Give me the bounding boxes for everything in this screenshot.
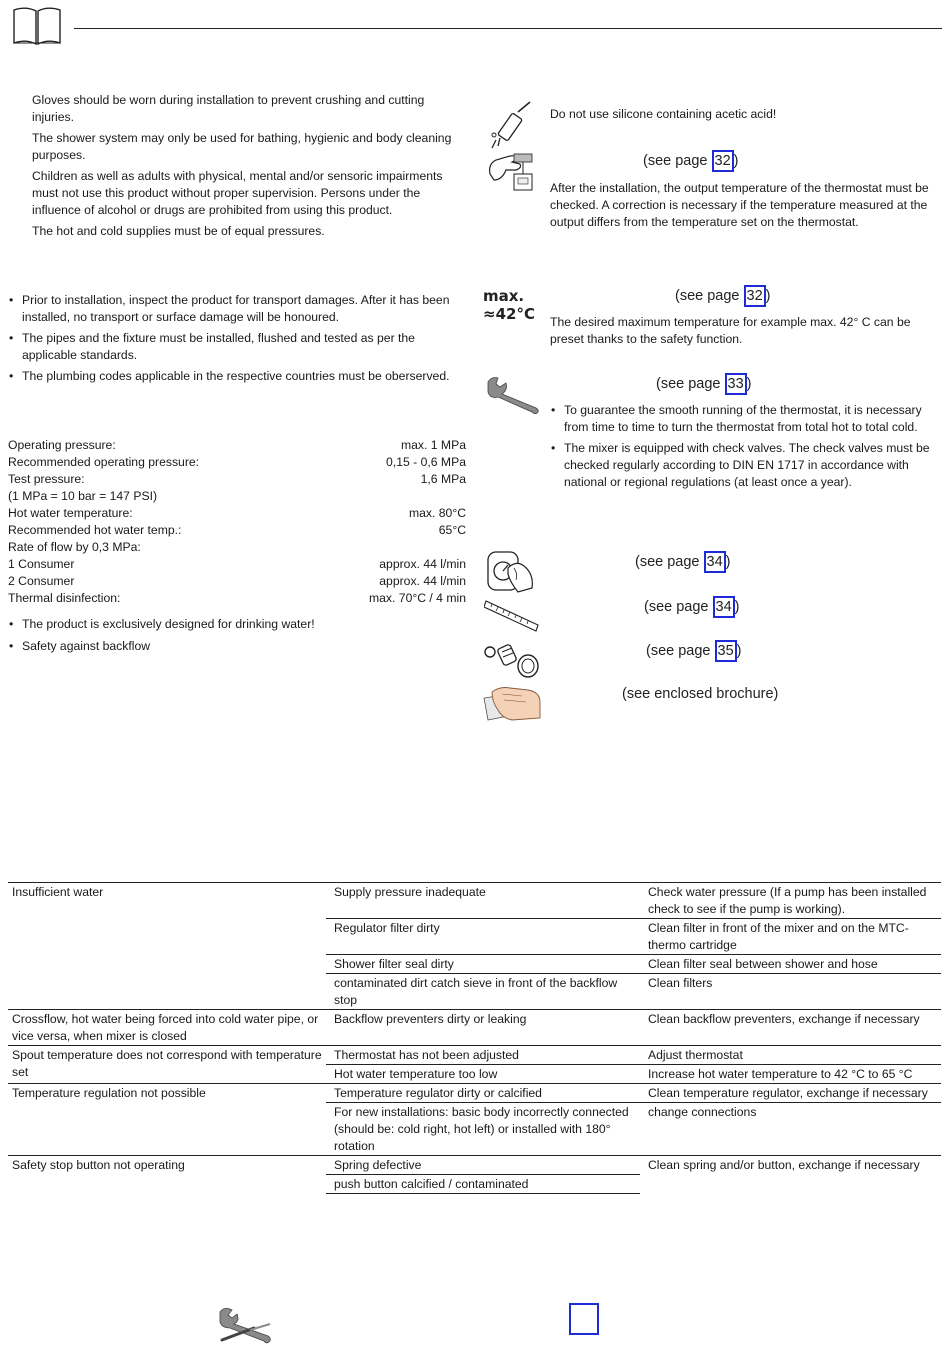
remedy-cell: Clean backflow preventers, exchange if necessary [640, 1010, 941, 1046]
table-row [8, 1156, 941, 1175]
page-link-35[interactable]: 35 [715, 640, 737, 662]
technical-data [8, 437, 466, 607]
tech-label: Hot water temperature: [8, 506, 133, 520]
max-temp-line2: ≈42°C [483, 305, 535, 323]
safety-notes [32, 92, 462, 244]
cause-cell: Hot water temperature too low [326, 1065, 640, 1084]
tech-row [8, 556, 466, 573]
tech-label: Rate of flow by 0,3 MPa: [8, 540, 141, 554]
fault-cell: Insufficient water [8, 883, 326, 1010]
tech-value: 0,15 - 0,6 MPa [386, 455, 466, 469]
limit-reference: (see page 32 ) [675, 285, 771, 307]
cause-cell: Backflow preventers dirty or leaking [326, 1010, 640, 1046]
tech-label: 1 Consumer [8, 557, 75, 571]
installation-notes [8, 292, 468, 389]
tech-row [8, 522, 466, 539]
tools-icon [214, 1306, 274, 1348]
tech-value: approx. 44 l/min [379, 557, 466, 571]
tech-value: approx. 44 l/min [379, 574, 466, 588]
tech-value: max. 70°C / 4 min [369, 591, 466, 605]
cause-cell: Temperature regulator dirty or calcified [326, 1084, 640, 1103]
cleaning-reference: (see enclosed brochure) [622, 686, 779, 702]
cause-cell: For new installations: basic body incorrectly connected (should be: cold right, hot left) or installed with 180° rotation [326, 1103, 640, 1156]
page-number-box[interactable] [569, 1303, 599, 1335]
fault-cell: Safety stop button not operating [8, 1156, 326, 1194]
technical-extra-item: • The product is exclusively designed for drinking water! [8, 616, 468, 633]
cause-cell: Spring defective [326, 1156, 640, 1175]
troubleshooting-table [8, 882, 941, 1194]
tech-value: max. 80°C [408, 506, 466, 520]
tech-row [8, 488, 466, 505]
table-row [8, 1046, 941, 1065]
tech-row [8, 454, 466, 471]
adjust-text: After the installation, the output temperature of the thermostat must be checked. A correction is necessary if the temperature measured at the output differs from the temperature set on the thermostat. [550, 181, 929, 229]
tech-value: 65°C [438, 523, 466, 537]
tech-value: max. 1 MPa [400, 438, 466, 452]
max-temp-icon [483, 287, 545, 323]
dimensions-reference: (see page 34 ) [644, 596, 740, 618]
page-link-33[interactable]: 33 [725, 373, 747, 395]
safety-note: The shower system may only be used for bathing, hygienic and body cleaning purposes. [32, 131, 452, 162]
page-link-32[interactable]: 32 [712, 150, 734, 172]
table-row [8, 1010, 941, 1046]
remedy-cell: change connections [640, 1103, 941, 1156]
tech-label: (1 MPa = 10 bar = 147 PSI) [8, 489, 158, 503]
fault-cell: Spout temperature does not correspond with temperature set [8, 1046, 326, 1084]
parts-reference: (see page 35 ) [646, 640, 742, 662]
maintenance-note: • The mixer is equipped with check valves. The check valves must be checked regularly according to DIN EN 1717 in accordance with national or regional regulations (at least once a year). [550, 440, 930, 491]
remedy-cell: Clean spring and/or button, exchange if necessary [640, 1156, 941, 1194]
installation-note: • Prior to installation, inspect the product for transport damages. After it has been installed, no transport or surface damage will be honoured. [8, 292, 468, 326]
cause-cell: Supply pressure inadequate [326, 883, 640, 919]
remedy-cell: Clean filter in front of the mixer and on the MTC-thermo cartridge [640, 919, 941, 955]
tech-label: Thermal disinfection: [8, 591, 121, 605]
fault-cell: Temperature regulation not possible [8, 1084, 326, 1156]
adjust-reference: (see page 32 ) [643, 150, 739, 172]
technical-extra-item: • Safety against backflow [8, 638, 468, 655]
safety-note: Gloves should be worn during installation to prevent crushing and cutting injuries. [32, 93, 425, 124]
tech-row [8, 539, 466, 556]
max-temp-line1: max. [483, 287, 525, 305]
page-link-34[interactable]: 34 [713, 596, 735, 618]
tech-label: Test pressure: [8, 472, 85, 486]
silicone-warning: Do not use silicone containing acetic acid! [550, 107, 777, 121]
cause-cell: contaminated dirt catch sieve in front of the backflow stop [326, 974, 640, 1010]
caulk-gun-icon [488, 100, 538, 150]
maintenance-notes [550, 402, 930, 495]
remedy-cell: Increase hot water temperature to 42 °C to 65 °C [640, 1065, 941, 1084]
cause-cell: Thermostat has not been adjusted [326, 1046, 640, 1065]
cleaning-hand-icon [482, 684, 544, 722]
tech-row [8, 505, 466, 522]
spare-parts-icon [482, 640, 542, 680]
remedy-cell: Clean filters [640, 974, 941, 1010]
tech-row [8, 471, 466, 488]
tech-row [8, 573, 466, 590]
table-row [8, 883, 941, 919]
maintenance-reference: (see page 33 ) [656, 373, 752, 395]
tech-row [8, 437, 466, 454]
remedy-cell: Adjust thermostat [640, 1046, 941, 1065]
remedy-cell: Check water pressure (If a pump has been installed check to see if the pump is working). [640, 883, 941, 919]
safety-note: Children as well as adults with physical, mental and/or sensoric impairments must not use this product without proper supervision. Persons under the influence of alcohol or drugs are prohibited from using this product. [32, 169, 443, 217]
remedy-cell: Clean filter seal between shower and hose [640, 955, 941, 974]
technical-extra [8, 616, 468, 659]
tech-label: Recommended hot water temp.: [8, 523, 182, 537]
cause-cell: push button calcified / contaminated [326, 1175, 640, 1194]
book-icon [12, 6, 62, 46]
cause-cell: Shower filter seal dirty [326, 955, 640, 974]
dial-hand-icon [486, 548, 536, 594]
operation-reference: (see page 34 ) [635, 551, 731, 573]
tech-label: 2 Consumer [8, 574, 75, 588]
installation-note: • The pipes and the fixture must be installed, flushed and tested as per the applicable standards. [8, 330, 468, 364]
ruler-icon [484, 597, 542, 633]
safety-note: The hot and cold supplies must be of equal pressures. [32, 224, 325, 238]
cause-cell: Regulator filter dirty [326, 919, 640, 955]
remedy-cell: Clean temperature regulator, exchange if necessary [640, 1084, 941, 1103]
tech-row [8, 590, 466, 607]
page-link-32[interactable]: 32 [744, 285, 766, 307]
tech-value: 1,6 MPa [420, 472, 466, 486]
tech-label: Operating pressure: [8, 438, 116, 452]
fault-cell: Crossflow, hot water being forced into cold water pipe, or vice versa, when mixer is closed [8, 1010, 326, 1046]
page-link-34[interactable]: 34 [704, 551, 726, 573]
installation-note: • The plumbing codes applicable in the respective countries must be oberserved. [8, 368, 468, 385]
thermometer-hand-icon [486, 150, 536, 194]
wrench-icon [484, 374, 542, 414]
table-row [8, 1084, 941, 1103]
maintenance-note: • To guarantee the smooth running of the thermostat, it is necessary from time to time to turn the thermostat from total hot to total cold. [550, 402, 930, 436]
header-rule [74, 28, 942, 29]
limit-text: The desired maximum temperature for example max. 42° C can be preset thanks to the safety function. [550, 315, 911, 346]
tech-label: Recommended operating pressure: [8, 455, 200, 469]
